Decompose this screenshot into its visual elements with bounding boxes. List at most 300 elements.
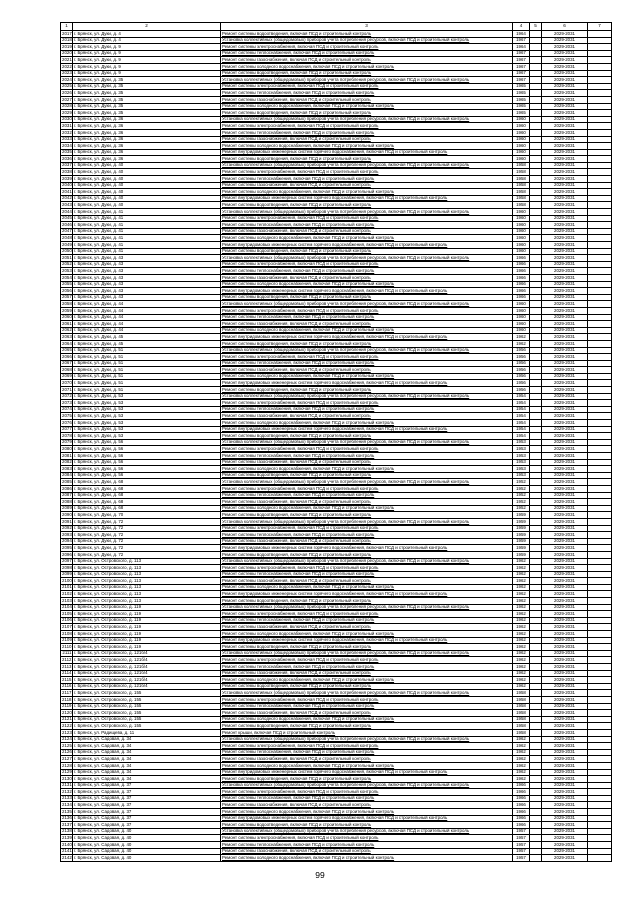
address-cell: г. Брянск, ул. Садовая, д. 34 bbox=[73, 756, 221, 763]
year-cell: 1958 bbox=[513, 703, 530, 710]
year-cell: 1962 bbox=[513, 565, 530, 572]
row-number: 2127 bbox=[62, 755, 72, 761]
table-row bbox=[61, 446, 612, 453]
work-type-cell: Ремонт системы водоотведения, включая ПСД и строительный контроль bbox=[221, 387, 513, 394]
blank-cell bbox=[588, 611, 612, 618]
work-type-cell: Ремонт системы теплоснабжения, включая ПСД и строительный контроль bbox=[221, 360, 513, 367]
period-cell: 2029-2031 bbox=[542, 558, 588, 565]
table-row bbox=[61, 189, 612, 196]
year-cell: 1962 bbox=[513, 637, 530, 644]
address-cell: г. Брянск, ул. Островского, д. 119 bbox=[73, 637, 221, 644]
row-number: 2037 bbox=[62, 162, 72, 168]
blank-cell bbox=[588, 802, 612, 809]
blank-cell bbox=[588, 578, 612, 585]
work-type-cell: Ремонт системы холодного водоснабжения, включая ПСД и строительный контроль bbox=[221, 281, 513, 288]
work-type-cell: Ремонт системы электроснабжения, включая ПСД и строительный контроль bbox=[221, 307, 513, 314]
address-cell: г. Брянск, ул. Дуки, д. 41 bbox=[73, 242, 221, 249]
period-cell: 2029-2031 bbox=[542, 453, 588, 460]
row-number: 2049 bbox=[62, 241, 72, 247]
period-cell: 2029-2031 bbox=[542, 149, 588, 156]
work-type-cell: Ремонт системы холодного водоснабжения, включая ПСД и строительный контроль bbox=[221, 235, 513, 242]
address-cell: г. Брянск, ул. Островского, д. 113 bbox=[73, 591, 221, 598]
blank-cell bbox=[530, 683, 542, 690]
table-row bbox=[61, 795, 612, 802]
blank-cell bbox=[588, 268, 612, 275]
table-row bbox=[61, 321, 612, 328]
address-cell: г. Брянск, ул. Садовая, д. 40 bbox=[73, 848, 221, 855]
address-cell: г. Брянск, ул. Дуки, д. 9 bbox=[73, 70, 221, 77]
blank-cell bbox=[530, 762, 542, 769]
work-type-cell: Ремонт системы холодного водоснабжения, включая ПСД и строительный контроль bbox=[221, 466, 513, 473]
address-cell: г. Брянск, ул. Дуки, д. 53 bbox=[73, 433, 221, 440]
row-number: 2038 bbox=[62, 169, 72, 175]
blank-cell bbox=[530, 551, 542, 558]
blank-cell bbox=[530, 565, 542, 572]
period-cell: 2029-2031 bbox=[542, 459, 588, 466]
address-cell: г. Брянск, ул. Дуки, д. 68 bbox=[73, 505, 221, 512]
row-number: 2107 bbox=[62, 624, 72, 630]
row-number: 2102 bbox=[62, 591, 72, 597]
address-cell: г. Брянск, ул. Дуки, д. 43 bbox=[73, 294, 221, 301]
blank-cell bbox=[588, 835, 612, 842]
blank-cell bbox=[530, 373, 542, 380]
period-cell: 2029-2031 bbox=[542, 776, 588, 783]
address-cell: г. Брянск, ул. Дуки, д. 68 bbox=[73, 492, 221, 499]
table-row bbox=[61, 413, 612, 420]
address-cell: г. Брянск, ул. Островского, д. 113 bbox=[73, 571, 221, 578]
address-cell: г. Брянск, ул. Дуки, д. 40 bbox=[73, 202, 221, 209]
table-row bbox=[61, 314, 612, 321]
year-cell: 1962 bbox=[513, 677, 530, 684]
blank-cell bbox=[530, 782, 542, 789]
blank-cell bbox=[588, 321, 612, 328]
period-cell: 2029-2031 bbox=[542, 795, 588, 802]
blank-cell bbox=[530, 222, 542, 229]
work-type-cell: Ремонт внутридомовых инженерных систем горячего водоснабжения, включая ПСД и строительный контроль bbox=[221, 149, 513, 156]
year-cell: 1954 bbox=[513, 406, 530, 413]
table-row bbox=[61, 202, 612, 209]
work-type-cell: Установка коллективных (общедомовых) приборов учета потребления ресурсов, включая ПСД и строительный контроль bbox=[221, 77, 513, 84]
table-row bbox=[61, 650, 612, 657]
column-header-5: 5 bbox=[530, 23, 542, 31]
period-cell: 2029-2031 bbox=[542, 314, 588, 321]
blank-cell bbox=[588, 710, 612, 717]
table-row bbox=[61, 815, 612, 822]
row-number: 2117 bbox=[62, 689, 72, 695]
work-type-cell: Ремонт внутридомовых инженерных систем горячего водоснабжения, включая ПСД и строительный контроль bbox=[221, 242, 513, 249]
blank-cell bbox=[530, 571, 542, 578]
blank-cell bbox=[588, 650, 612, 657]
year-cell: 1953 bbox=[513, 453, 530, 460]
blank-cell bbox=[530, 281, 542, 288]
work-type-cell: Ремонт системы газоснабжения, включая ПСД и строительный контроль bbox=[221, 670, 513, 677]
row-number: 2100 bbox=[62, 577, 72, 583]
table-row bbox=[61, 822, 612, 829]
period-cell: 2029-2031 bbox=[542, 340, 588, 347]
year-cell: 1962 bbox=[513, 769, 530, 776]
address-cell: г. Брянск, ул. Дуки, д. 45 bbox=[73, 340, 221, 347]
table-row bbox=[61, 354, 612, 361]
year-cell: 1960 bbox=[513, 314, 530, 321]
work-type-cell: Ремонт системы теплоснабжения, включая ПСД и строительный контроль bbox=[221, 129, 513, 136]
blank-cell bbox=[530, 598, 542, 605]
period-cell: 2029-2031 bbox=[542, 301, 588, 308]
row-number: 2055 bbox=[62, 281, 72, 287]
year-cell: 1958 bbox=[513, 696, 530, 703]
address-cell: г. Брянск, ул. Дуки, д. 56 bbox=[73, 446, 221, 453]
blank-cell bbox=[588, 156, 612, 163]
period-cell: 2029-2031 bbox=[542, 525, 588, 532]
table-row bbox=[61, 578, 612, 585]
table-row bbox=[61, 453, 612, 460]
address-cell: г. Брянск, ул. Дуки, д. 35 bbox=[73, 103, 221, 110]
blank-cell bbox=[588, 202, 612, 209]
blank-cell bbox=[530, 611, 542, 618]
table-row bbox=[61, 156, 612, 163]
row-number: 2025 bbox=[62, 83, 72, 89]
year-cell: 1966 bbox=[513, 809, 530, 816]
blank-cell bbox=[530, 426, 542, 433]
work-type-cell: Ремонт системы газоснабжения, включая ПСД и строительный контроль bbox=[221, 756, 513, 763]
year-cell: 1954 bbox=[513, 413, 530, 420]
blank-cell bbox=[588, 57, 612, 64]
year-cell: 1958 bbox=[513, 169, 530, 176]
blank-cell bbox=[588, 433, 612, 440]
year-cell: 1954 bbox=[513, 400, 530, 407]
year-cell: 1956 bbox=[513, 347, 530, 354]
table-row bbox=[61, 182, 612, 189]
row-number: 2076 bbox=[62, 419, 72, 425]
period-cell: 2029-2031 bbox=[542, 716, 588, 723]
address-cell: г. Брянск, ул. Дуки, д. 56 bbox=[73, 453, 221, 460]
blank-cell bbox=[588, 828, 612, 835]
period-cell: 2029-2031 bbox=[542, 360, 588, 367]
table-row bbox=[61, 769, 612, 776]
table-row bbox=[61, 598, 612, 605]
period-cell: 2029-2031 bbox=[542, 96, 588, 103]
period-cell: 2029-2031 bbox=[542, 70, 588, 77]
row-number: 2087 bbox=[62, 492, 72, 498]
period-cell: 2029-2031 bbox=[542, 327, 588, 334]
address-cell: г. Брянск, ул. Садовая, д. 37 bbox=[73, 782, 221, 789]
blank-cell bbox=[530, 525, 542, 532]
blank-cell bbox=[530, 90, 542, 97]
work-type-cell: Ремонт системы холодного водоснабжения, включая ПСД и строительный контроль bbox=[221, 63, 513, 70]
address-cell: г. Брянск, ул. Дуки, д. 68 bbox=[73, 479, 221, 486]
row-number: 2075 bbox=[62, 413, 72, 419]
blank-cell bbox=[588, 776, 612, 783]
table-row bbox=[61, 729, 612, 736]
row-number: 2069 bbox=[62, 373, 72, 379]
year-cell: 1960 bbox=[513, 129, 530, 136]
work-type-cell: Ремонт системы газоснабжения, включая ПСД и строительный контроль bbox=[221, 367, 513, 374]
address-cell: г. Брянск, ул. Дуки, д. 43 bbox=[73, 274, 221, 281]
table-row bbox=[61, 584, 612, 591]
blank-cell bbox=[530, 631, 542, 638]
period-cell: 2029-2031 bbox=[542, 110, 588, 117]
blank-cell bbox=[588, 670, 612, 677]
table-row bbox=[61, 327, 612, 334]
period-cell: 2029-2031 bbox=[542, 446, 588, 453]
blank-cell bbox=[588, 743, 612, 750]
period-cell: 2029-2031 bbox=[542, 116, 588, 123]
blank-cell bbox=[530, 795, 542, 802]
blank-cell bbox=[588, 314, 612, 321]
table-row bbox=[61, 558, 612, 565]
address-cell: г. Брянск, ул. Садовая, д. 37 bbox=[73, 795, 221, 802]
blank-cell bbox=[530, 83, 542, 90]
blank-cell bbox=[588, 281, 612, 288]
blank-cell bbox=[530, 532, 542, 539]
period-cell: 2029-2031 bbox=[542, 288, 588, 295]
period-cell: 2029-2031 bbox=[542, 802, 588, 809]
blank-cell bbox=[530, 123, 542, 130]
address-cell: г. Брянск, ул. Дуки, д. 40 bbox=[73, 162, 221, 169]
blank-cell bbox=[530, 288, 542, 295]
blank-cell bbox=[588, 538, 612, 545]
row-number: 2065 bbox=[62, 347, 72, 353]
blank-cell bbox=[588, 380, 612, 387]
period-cell: 2029-2031 bbox=[542, 321, 588, 328]
work-type-cell: Ремонт системы холодного водоснабжения, включая ПСД и строительный контроль bbox=[221, 762, 513, 769]
work-type-cell: Ремонт системы водоотведения, включая ПСД и строительный контроль bbox=[221, 202, 513, 209]
work-type-cell: Ремонт системы газоснабжения, включая ПСД и строительный контроль bbox=[221, 136, 513, 143]
period-cell: 2029-2031 bbox=[542, 406, 588, 413]
table-row bbox=[61, 129, 612, 136]
blank-cell bbox=[588, 815, 612, 822]
table-row bbox=[61, 209, 612, 216]
row-number: 2035 bbox=[62, 149, 72, 155]
row-number: 2138 bbox=[62, 828, 72, 834]
table-row bbox=[61, 696, 612, 703]
work-type-cell: Установка коллективных (общедомовых) приборов учета потребления ресурсов, включая ПСД и строительный контроль bbox=[221, 162, 513, 169]
work-type-cell: Установка коллективных (общедомовых) приборов учета потребления ресурсов, включая ПСД и строительный контроль bbox=[221, 518, 513, 525]
period-cell: 2029-2031 bbox=[542, 162, 588, 169]
period-cell: 2029-2031 bbox=[542, 505, 588, 512]
row-number: 2109 bbox=[62, 637, 72, 643]
table-row bbox=[61, 400, 612, 407]
row-number: 2024 bbox=[62, 76, 72, 82]
year-cell: 1956 bbox=[513, 373, 530, 380]
year-cell: 1962 bbox=[513, 340, 530, 347]
row-number: 2090 bbox=[62, 511, 72, 517]
period-cell: 2029-2031 bbox=[542, 729, 588, 736]
blank-cell bbox=[530, 776, 542, 783]
work-type-cell: Установка коллективных (общедомовых) приборов учета потребления ресурсов, включая ПСД и строительный контроль bbox=[221, 479, 513, 486]
address-cell: г. Брянск, ул. Дуки, д. 36 bbox=[73, 143, 221, 150]
blank-cell bbox=[588, 762, 612, 769]
blank-cell bbox=[530, 703, 542, 710]
period-cell: 2029-2031 bbox=[542, 57, 588, 64]
blank-cell bbox=[588, 360, 612, 367]
row-number: 2031 bbox=[62, 122, 72, 128]
blank-cell bbox=[588, 637, 612, 644]
blank-cell bbox=[588, 624, 612, 631]
blank-cell bbox=[530, 387, 542, 394]
address-cell: г. Брянск, ул. Садовая, д. 34 bbox=[73, 762, 221, 769]
blank-cell bbox=[588, 472, 612, 479]
period-cell: 2029-2031 bbox=[542, 373, 588, 380]
year-cell: 1958 bbox=[513, 162, 530, 169]
period-cell: 2029-2031 bbox=[542, 63, 588, 70]
blank-cell bbox=[530, 591, 542, 598]
period-cell: 2029-2031 bbox=[542, 294, 588, 301]
table-row bbox=[61, 604, 612, 611]
period-cell: 2029-2031 bbox=[542, 129, 588, 136]
blank-cell bbox=[530, 809, 542, 816]
address-cell: г. Брянск, ул. Дуки, д. 36 bbox=[73, 129, 221, 136]
period-cell: 2029-2031 bbox=[542, 710, 588, 717]
period-cell: 2029-2031 bbox=[542, 598, 588, 605]
address-cell: г. Брянск, ул. Островского, д. 119 bbox=[73, 604, 221, 611]
address-cell: г. Брянск, ул. Дуки, д. 41 bbox=[73, 228, 221, 235]
period-cell: 2029-2031 bbox=[542, 387, 588, 394]
work-type-cell: Ремонт системы холодного водоснабжения, включая ПСД и строительный контроль bbox=[221, 677, 513, 684]
blank-cell bbox=[530, 31, 542, 38]
row-number: 2120 bbox=[62, 709, 72, 715]
work-type-cell: Ремонт системы теплоснабжения, включая ПСД и строительный контроль bbox=[221, 617, 513, 624]
address-cell: г. Брянск, ул. Дуки, д. 41 bbox=[73, 248, 221, 255]
work-type-cell: Ремонт системы теплоснабжения, включая ПСД и строительный контроль bbox=[221, 314, 513, 321]
period-cell: 2029-2031 bbox=[542, 644, 588, 651]
table-row bbox=[61, 367, 612, 374]
work-type-cell: Установка коллективных (общедомовых) приборов учета потребления ресурсов, включая ПСД и строительный контроль bbox=[221, 37, 513, 44]
year-cell: 1959 bbox=[513, 518, 530, 525]
address-cell: г. Брянск, ул. Дуки, д. 35 bbox=[73, 77, 221, 84]
work-type-cell: Ремонт системы электроснабжения, включая ПСД и строительный контроль bbox=[221, 123, 513, 130]
table-row bbox=[61, 703, 612, 710]
column-header-2: 2 bbox=[73, 23, 221, 31]
period-cell: 2029-2031 bbox=[542, 182, 588, 189]
period-cell: 2029-2031 bbox=[542, 420, 588, 427]
blank-cell bbox=[530, 340, 542, 347]
period-cell: 2029-2031 bbox=[542, 670, 588, 677]
year-cell: 1966 bbox=[513, 281, 530, 288]
address-cell: г. Брянск, ул. Дуки, д. 72 bbox=[73, 532, 221, 539]
address-cell: г. Брянск, ул. Дуки, д. 40 bbox=[73, 195, 221, 202]
address-cell: г. Брянск, ул. Дуки, д. 41 bbox=[73, 222, 221, 229]
row-number: 2073 bbox=[62, 399, 72, 405]
period-cell: 2029-2031 bbox=[542, 835, 588, 842]
row-number: 2112 bbox=[62, 657, 72, 662]
blank-cell bbox=[588, 551, 612, 558]
address-cell: г. Брянск, ул. Дуки, д. 53 bbox=[73, 413, 221, 420]
table-row bbox=[61, 756, 612, 763]
address-cell: г. Брянск, ул. Дуки, д. 40 bbox=[73, 189, 221, 196]
year-cell: 1962 bbox=[513, 664, 530, 671]
year-cell: 1967 bbox=[513, 37, 530, 44]
blank-cell bbox=[588, 525, 612, 532]
table-row bbox=[61, 347, 612, 354]
blank-cell bbox=[588, 90, 612, 97]
year-cell: 1965 bbox=[513, 110, 530, 117]
blank-cell bbox=[530, 512, 542, 519]
table-row bbox=[61, 512, 612, 519]
year-cell: 1954 bbox=[513, 426, 530, 433]
blank-cell bbox=[530, 360, 542, 367]
period-cell: 2029-2031 bbox=[542, 690, 588, 697]
year-cell: 1965 bbox=[513, 96, 530, 103]
blank-cell bbox=[530, 354, 542, 361]
work-type-cell: Ремонт системы теплоснабжения, включая ПСД и строительный контроль bbox=[221, 532, 513, 539]
column-header-6: 6 bbox=[542, 23, 588, 31]
period-cell: 2029-2031 bbox=[542, 492, 588, 499]
row-number: 2023 bbox=[62, 70, 72, 76]
work-type-cell: Ремонт системы водоотведения, включая ПСД и строительный контроль bbox=[221, 110, 513, 117]
year-cell: 1965 bbox=[513, 83, 530, 90]
blank-cell bbox=[588, 169, 612, 176]
table-row bbox=[61, 242, 612, 249]
table-row bbox=[61, 70, 612, 77]
table-row bbox=[61, 611, 612, 618]
blank-cell bbox=[588, 149, 612, 156]
blank-cell bbox=[588, 492, 612, 499]
period-cell: 2029-2031 bbox=[542, 828, 588, 835]
blank-cell bbox=[530, 749, 542, 756]
work-type-cell: Ремонт системы теплоснабжения, включая ПСД и строительный контроль bbox=[221, 50, 513, 57]
address-cell: г. Брянск, ул. Дуки, д. 9 bbox=[73, 63, 221, 70]
table-row bbox=[61, 248, 612, 255]
work-type-cell: Ремонт системы электроснабжения, включая ПСД и строительный контроль bbox=[221, 657, 513, 664]
address-cell: г. Брянск, ул. Дуки, д. 53 bbox=[73, 400, 221, 407]
work-type-cell: Установка коллективных (общедомовых) приборов учета потребления ресурсов, включая ПСД и строительный контроль bbox=[221, 604, 513, 611]
work-type-cell: Ремонт системы газоснабжения, включая ПСД и строительный контроль bbox=[221, 802, 513, 809]
table-row bbox=[61, 288, 612, 295]
address-cell: г. Брянск, ул. Дуки, д. 53 bbox=[73, 406, 221, 413]
address-cell: г. Брянск, ул. Садовая, д. 37 bbox=[73, 809, 221, 816]
table-row bbox=[61, 116, 612, 123]
period-cell: 2029-2031 bbox=[542, 400, 588, 407]
work-type-cell: Ремонт системы теплоснабжения, включая ПСД и строительный контроль bbox=[221, 703, 513, 710]
period-cell: 2029-2031 bbox=[542, 50, 588, 57]
blank-cell bbox=[588, 782, 612, 789]
period-cell: 2029-2031 bbox=[542, 195, 588, 202]
row-number: 2030 bbox=[62, 116, 72, 122]
year-cell: 1967 bbox=[513, 70, 530, 77]
row-number: 2021 bbox=[62, 56, 72, 62]
year-cell: 1962 bbox=[513, 657, 530, 664]
work-type-cell: Ремонт системы теплоснабжения, включая ПСД и строительный контроль bbox=[221, 268, 513, 275]
year-cell: 1960 bbox=[513, 116, 530, 123]
work-type-cell: Ремонт системы электроснабжения, включая ПСД и строительный контроль bbox=[221, 169, 513, 176]
year-cell: 1966 bbox=[513, 288, 530, 295]
work-type-cell: Ремонт системы электроснабжения, включая ПСД и строительный контроль bbox=[221, 44, 513, 51]
address-cell: г. Брянск, ул. Дуки, д. 72 bbox=[73, 525, 221, 532]
year-cell: 1962 bbox=[513, 736, 530, 743]
year-cell: 1954 bbox=[513, 433, 530, 440]
address-cell: г. Брянск, ул. Дуки, д. 68 bbox=[73, 485, 221, 492]
address-cell: г. Брянск, ул. Дуки, д. 53 bbox=[73, 393, 221, 400]
row-number: 2089 bbox=[62, 505, 72, 511]
table-row bbox=[61, 50, 612, 57]
blank-cell bbox=[530, 143, 542, 150]
table-row bbox=[61, 406, 612, 413]
blank-cell bbox=[588, 143, 612, 150]
year-cell: 1962 bbox=[513, 644, 530, 651]
blank-cell bbox=[530, 136, 542, 143]
period-cell: 2029-2031 bbox=[542, 762, 588, 769]
address-cell: г. Брянск, ул. Садовая, д. 34 bbox=[73, 769, 221, 776]
row-number: 2041 bbox=[62, 188, 72, 194]
year-cell: 1962 bbox=[513, 584, 530, 591]
blank-cell bbox=[588, 103, 612, 110]
table-row bbox=[61, 136, 612, 143]
period-cell: 2029-2031 bbox=[542, 848, 588, 855]
blank-cell bbox=[530, 617, 542, 624]
address-cell: г. Брянск, ул. Островского, д. 119 bbox=[73, 644, 221, 651]
blank-cell bbox=[588, 598, 612, 605]
year-cell: 1966 bbox=[513, 802, 530, 809]
